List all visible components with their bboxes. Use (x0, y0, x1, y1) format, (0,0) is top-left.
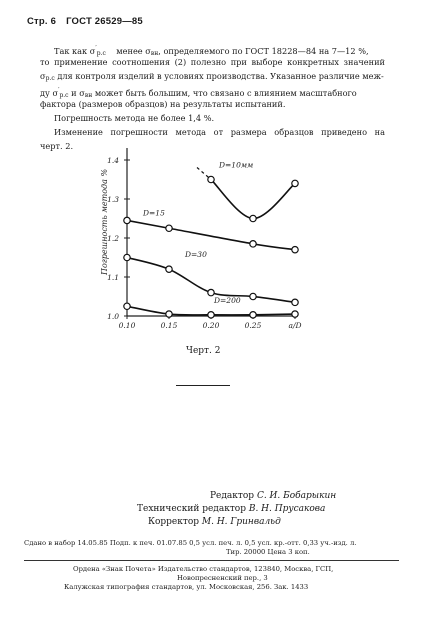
error-chart (0, 140, 421, 340)
data-point (250, 215, 256, 221)
credit-corrector: Корректор М. Н. Гринвальд (148, 517, 281, 527)
para-line-5: фактора (размеров образцов) на результаты испытаний. (40, 99, 286, 109)
x-tick-label: 0.25 (244, 321, 262, 330)
data-point (166, 311, 172, 317)
x-tick-label: 0.20 (202, 321, 220, 330)
series-line (127, 220, 295, 249)
x-tick-label: 0.10 (118, 321, 136, 330)
page-number: Стр. 6 (27, 16, 57, 27)
figure-caption: Черт. 2 (186, 346, 221, 356)
y-axis-label: Погрешность метода % (100, 168, 109, 276)
para-line-6: Погрешность метода не более 1,4 %. (54, 113, 215, 123)
y-tick-label: 1.2 (107, 234, 119, 243)
data-point (250, 293, 256, 299)
y-tick-label: 1.0 (107, 312, 119, 321)
separator-rule (176, 385, 230, 386)
data-point (292, 311, 298, 317)
data-point (124, 254, 130, 260)
para-line-1: Так как σ′р.с менее σвн, определяемого по ГОСТ 18228—84 на 7—12 %, (54, 45, 369, 57)
imprint-line-2: Тир. 20000 Цена 3 коп. (226, 548, 310, 556)
data-point (124, 303, 130, 309)
series-label: D=200 (214, 296, 241, 306)
para-line-4: ду σ′р.с и σвн может быть большим, что связано с влиянием масштабного (40, 87, 357, 99)
data-point (166, 225, 172, 231)
credit-tech-editor: Технический редактор В. Н. Прусакова (137, 504, 326, 514)
y-tick-label: 1.1 (107, 273, 119, 282)
x-tick-label: 0.15 (160, 321, 178, 330)
series-label: D=15 (143, 208, 165, 218)
data-point (124, 217, 130, 223)
imprint-divider (24, 560, 399, 561)
para-line-2: то применение соотношения (2) полезно при выборе конкретных значений (40, 57, 385, 67)
imprint-line-1: Сдано в набор 14.05.85 Подп. к печ. 01.07.85 0,5 усл. печ. л. 0,5 усл. кр.-отт. 0,33 уч.-изд. л. (24, 539, 357, 547)
data-point (250, 241, 256, 247)
y-tick-label: 1.3 (107, 195, 119, 204)
data-point (250, 312, 256, 318)
series-label: D=30 (185, 250, 207, 260)
data-point (292, 299, 298, 305)
series-label: D=10мм (219, 160, 254, 170)
y-tick-label: 1.4 (107, 156, 119, 165)
para-line-8: черт. 2. (40, 141, 74, 151)
data-point (292, 247, 298, 253)
data-point (166, 266, 172, 272)
para-line-7: Изменение погрешности метода от размера образцов приведено на (54, 127, 385, 137)
standard-number: ГОСТ 26529—85 (66, 16, 143, 27)
para-line-3: σр.с для контроля изделий в условиях производства. Указанное различие меж- (40, 71, 384, 82)
data-point (208, 289, 214, 295)
series-line (211, 180, 295, 219)
credit-editor: Редактор С. И. Бобарыкин (210, 491, 337, 501)
publisher-line-1: Ордена «Знак Почета» Издательство стандартов, 123840, Москва, ГСП, (73, 565, 334, 573)
x-tick-label: a/D (288, 321, 302, 330)
publisher-line-3: Калужская типография стандартов, ул. Московская, 256. Зак. 1433 (64, 583, 309, 591)
data-point (208, 312, 214, 318)
publisher-line-2: Новопресненский пер., 3 (177, 574, 268, 582)
data-point (208, 176, 214, 182)
page-header (27, 16, 143, 27)
data-point (292, 180, 298, 186)
